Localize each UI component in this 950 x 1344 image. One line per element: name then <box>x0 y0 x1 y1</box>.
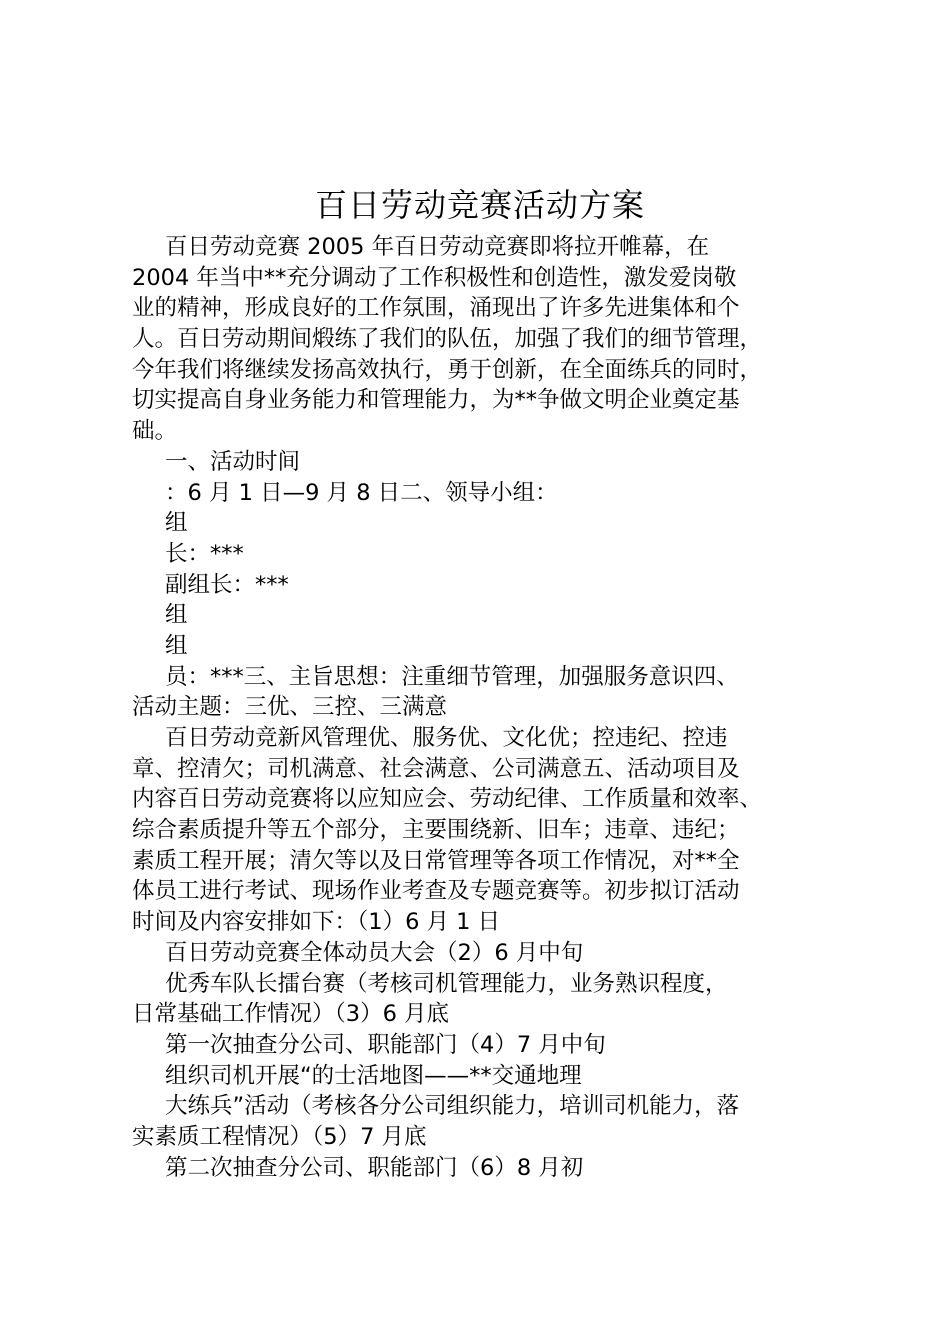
text-line: 体员工进行考试、现场作业考查及专题竞赛等。初步拟订活动 <box>132 878 740 905</box>
text-line: 百日劳动竞赛全体动员大会（2）6 月中旬 <box>165 939 584 966</box>
text-line: 员：***三、主旨思想：注重细节管理，加强服务意识四、 <box>165 663 739 690</box>
text-line: 章、控清欠；司机满意、社会满意、公司满意五、活动项目及 <box>132 755 740 782</box>
text-line: ：6 月 1 日—9 月 8 日二、领导小组： <box>165 479 558 506</box>
text-line: 大练兵”活动（考核各分公司组织能力，培训司机能力，落 <box>165 1093 740 1120</box>
text-line: 第二次抽查分公司、职能部门（6）8 月初 <box>165 1154 584 1181</box>
text-line: 活动主题：三优、三控、三满意 <box>132 694 448 721</box>
text-line: 优秀车队长擂台赛（考核司机管理能力，业务熟识程度， <box>165 970 728 997</box>
text-line: 2004 年当中**充分调动了工作积极性和创造性，激发爱岗敬 <box>132 264 737 291</box>
text-line: 第一次抽查分公司、职能部门（4）7 月中旬 <box>165 1031 606 1058</box>
text-line: 今年我们将继续发扬高效执行，勇于创新，在全面练兵的同时， <box>132 356 763 383</box>
text-line: 素质工程开展；清欠等以及日常管理等各项工作情况，对**全 <box>132 847 740 874</box>
text-line: 切实提高自身业务能力和管理能力，为**争做文明企业奠定基 <box>132 387 740 414</box>
document-body <box>132 232 852 1183</box>
text-line: 百日劳动竞赛 2005 年百日劳动竞赛即将拉开帷幕，在 <box>165 234 710 260</box>
text-line: 时间及内容安排如下：（1）6 月 1 日 <box>132 909 501 936</box>
text-line: 组织司机开展“的士活地图——**交通地理 <box>165 1062 582 1089</box>
text-line: 业的精神，形成良好的工作氛围，涌现出了许多先进集体和个 <box>132 295 740 322</box>
text-line: 组 <box>165 510 188 537</box>
text-line: 础。 <box>132 418 178 445</box>
text-line: 实素质工程情况）（5）7 月底 <box>132 1123 427 1150</box>
text-line: 组 <box>165 602 188 629</box>
text-line: 综合素质提升等五个部分，主要围绕新、旧车；违章、违纪； <box>132 817 740 844</box>
text-line: 长：*** <box>165 540 244 567</box>
text-line: 组 <box>165 632 188 659</box>
text-line: 百日劳动竞新风管理优、服务优、文化优；控违纪、控违 <box>165 725 728 751</box>
document-title: 百日劳动竞赛活动方案 <box>314 186 645 224</box>
text-line: 人。百日劳动期间煅练了我们的队伍，加强了我们的细节管理， <box>132 326 763 353</box>
text-line: 一、活动时间 <box>165 448 301 475</box>
text-line: 副组长：*** <box>165 571 289 598</box>
text-line: 内容百日劳动竞赛将以应知应会、劳动纪律、工作质量和效率、 <box>132 786 763 813</box>
text-line: 日常基础工作情况）（3）6 月底 <box>132 1001 450 1028</box>
